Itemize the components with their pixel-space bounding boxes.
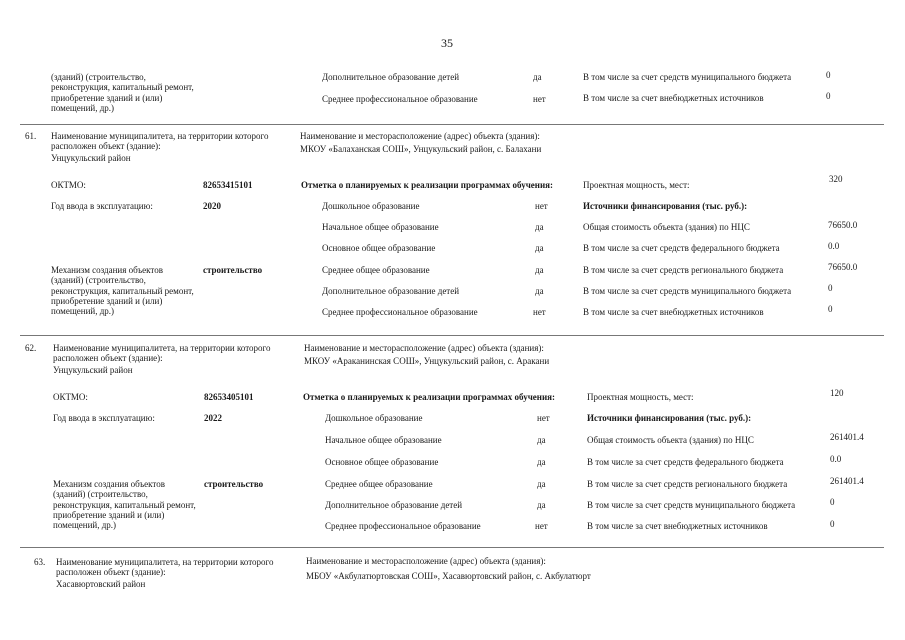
program-name: Среднее общее образование — [325, 479, 433, 489]
oktmo-value: 82653415101 — [203, 180, 253, 190]
capacity-value: 120 — [830, 388, 844, 398]
finance-value: 0.0 — [830, 454, 842, 464]
program-value: нет — [537, 413, 550, 423]
finance-header: Источники финансирования (тыс. руб.): — [583, 201, 748, 211]
program-value: да — [537, 479, 546, 489]
program-name: Начальное общее образование — [322, 222, 439, 232]
programs-header: Отметка о планируемых к реализации программах обучения: — [301, 180, 554, 190]
object-value: МКОУ «Балаханская СОШ», Унцукульский район, с. Балахани — [300, 144, 542, 154]
year-value: 2022 — [204, 413, 222, 423]
capacity-label: Проектная мощность, мест: — [583, 180, 690, 190]
year-value: 2020 — [203, 201, 221, 211]
finance-value: 76650.0 — [828, 262, 858, 272]
finance-header: Источники финансирования (тыс. руб.): — [587, 413, 752, 423]
program-name: Среднее профессиональное образование — [322, 307, 478, 317]
page-number: 35 — [441, 36, 453, 50]
mechanism-label: Механизм создания объектов (зданий) (строительство, реконструкция, капитальный ремонт, приобретение зданий и (или) помещений, др.) — [53, 479, 196, 531]
year-label: Год ввода в эксплуатацию: — [53, 413, 155, 423]
mechanism-label: Механизм создания объектов (зданий) (строительство, реконструкция, капитальный ремонт, приобретение зданий и (или) помещений, др.) — [51, 265, 194, 317]
municipality-label: Наименование муниципалитета, на территории которого расположен объект (здание): — [53, 343, 271, 364]
program-name: Среднее общее образование — [322, 265, 430, 275]
program-name: Дополнительное образование детей — [322, 72, 460, 82]
finance-label: В том числе за счет средств регионального бюджета — [587, 479, 788, 489]
program-value: нет — [533, 94, 546, 104]
program-value: нет — [535, 521, 548, 531]
mechanism-continued-text: (зданий) (строительство, реконструкция, капитальный ремонт, приобретение зданий и (или) помещений, др.) — [51, 72, 194, 114]
capacity-value: 320 — [829, 174, 843, 184]
finance-value: 261401.4 — [830, 476, 864, 486]
municipality-value: Унцукульский район — [51, 153, 131, 163]
program-name: Дополнительное образование детей — [322, 286, 460, 296]
finance-value: 261401.4 — [830, 432, 864, 442]
capacity-label: Проектная мощность, мест: — [587, 392, 694, 402]
object-value: МКОУ «Араканинская СОШ», Унцукульский район, с. Аракани — [304, 356, 550, 366]
program-value: да — [537, 500, 546, 510]
mechanism-value: строительство — [203, 265, 263, 275]
program-name: Основное общее образование — [325, 457, 439, 467]
finance-label: В том числе за счет средств муниципального бюджета — [583, 286, 792, 296]
entry-number: 63. — [34, 557, 46, 567]
municipality-label: Наименование муниципалитета, на территории которого расположен объект (здание): — [51, 131, 269, 152]
oktmo-value: 82653405101 — [204, 392, 254, 402]
finance-label: В том числе за счет средств муниципального бюджета — [583, 72, 792, 82]
program-value: да — [535, 286, 544, 296]
finance-label: В том числе за счет средств федерального бюджета — [583, 243, 780, 253]
finance-value: 0 — [830, 497, 835, 507]
program-value: да — [537, 435, 546, 445]
finance-value: 76650.0 — [828, 220, 858, 230]
entry-number: 61. — [25, 131, 37, 141]
municipality-value: Хасавюртовский район — [56, 579, 146, 589]
program-value: да — [535, 222, 544, 232]
divider — [20, 335, 884, 336]
program-value: да — [537, 457, 546, 467]
object-label: Наименование и месторасположение (адрес) объекта (здания): — [306, 556, 546, 566]
finance-label: В том числе за счет средств муниципального бюджета — [587, 500, 796, 510]
program-value: да — [533, 72, 542, 82]
divider — [20, 547, 884, 548]
finance-value: 0 — [826, 70, 831, 80]
program-name: Дополнительное образование детей — [325, 500, 463, 510]
program-name: Среднее профессиональное образование — [322, 94, 478, 104]
program-name: Среднее профессиональное образование — [325, 521, 481, 531]
finance-value: 0 — [828, 283, 833, 293]
finance-label: В том числе за счет средств регионального бюджета — [583, 265, 784, 275]
finance-label: В том числе за счет средств федерального бюджета — [587, 457, 784, 467]
finance-value: 0 — [828, 304, 833, 314]
program-value: да — [535, 243, 544, 253]
finance-value: 0.0 — [828, 241, 840, 251]
program-value: нет — [533, 307, 546, 317]
finance-label: Общая стоимость объекта (здания) по НЦС — [587, 435, 754, 445]
program-name: Основное общее образование — [322, 243, 436, 253]
program-name: Дошкольное образование — [322, 201, 420, 211]
finance-label: В том числе за счет внебюджетных источников — [583, 307, 764, 317]
year-label: Год ввода в эксплуатацию: — [51, 201, 153, 211]
program-name: Дошкольное образование — [325, 413, 423, 423]
finance-label: В том числе за счет внебюджетных источников — [587, 521, 768, 531]
divider — [20, 124, 884, 125]
finance-value: 0 — [830, 519, 835, 529]
finance-value: 0 — [826, 91, 831, 101]
object-value: МБОУ «Акбулатюртовская СОШ», Хасавюртовский район, с. Акбулатюрт — [306, 571, 591, 581]
finance-label: Общая стоимость объекта (здания) по НЦС — [583, 222, 750, 232]
programs-header: Отметка о планируемых к реализации программах обучения: — [303, 392, 556, 402]
municipality-label: Наименование муниципалитета, на территории которого расположен объект (здание): — [56, 557, 274, 578]
program-value: нет — [535, 201, 548, 211]
finance-label: В том числе за счет внебюджетных источников — [583, 93, 764, 103]
municipality-value: Унцукульский район — [53, 365, 133, 375]
program-name: Начальное общее образование — [325, 435, 442, 445]
oktmo-label: ОКТМО: — [51, 180, 86, 190]
oktmo-label: ОКТМО: — [53, 392, 88, 402]
object-label: Наименование и месторасположение (адрес) объекта (здания): — [300, 131, 540, 141]
entry-number: 62. — [25, 343, 37, 353]
program-value: да — [535, 265, 544, 275]
mechanism-value: строительство — [204, 479, 264, 489]
object-label: Наименование и месторасположение (адрес) объекта (здания): — [304, 343, 544, 353]
